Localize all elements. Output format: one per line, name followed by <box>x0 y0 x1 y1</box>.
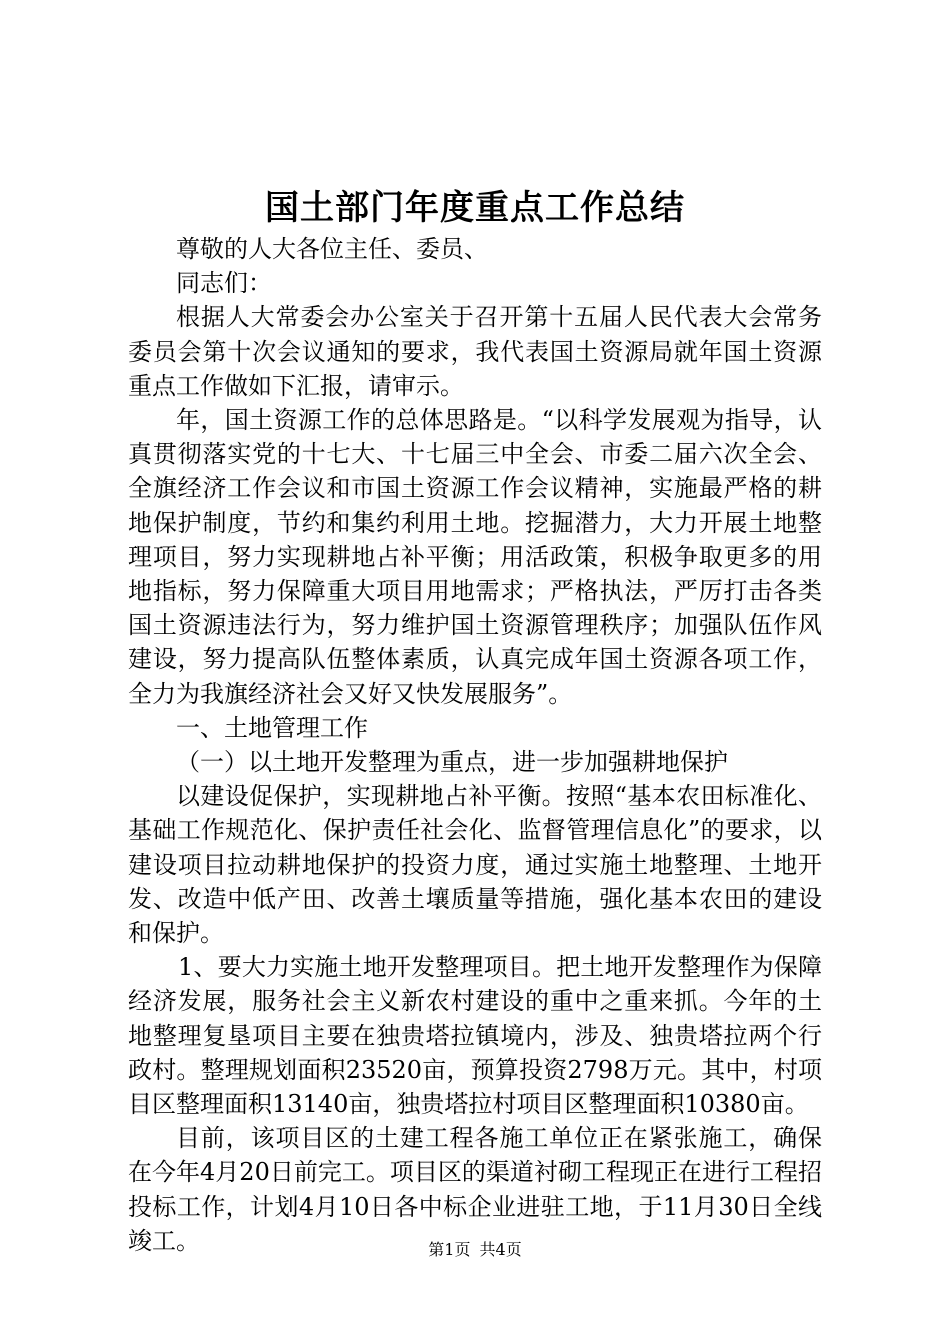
page-total: 共4页 <box>479 1240 522 1259</box>
page-number: 第1页 <box>428 1240 471 1259</box>
document-body <box>128 232 822 1258</box>
subsection-heading-1: （一）以土地开发整理为重点，进一步加强耕地保护 <box>176 748 728 777</box>
salutation-line-1: 尊敬的人大各位主任、委员、 <box>176 235 488 263</box>
paragraph-intro: 根据人大常委会办公室关于召开第十五届人民代表大会常务委员会第十次会议通知的要求，我代表国土资源局就年国土资源重点工作做如下汇报，请审示。 <box>128 303 822 400</box>
section-heading-land-management: 一、土地管理工作 <box>176 713 368 742</box>
document-title: 国土部门年度重点工作总结 <box>265 188 685 228</box>
paragraph-overall-approach: 年，国土资源工作的总体思路是。“以科学发展观为指导，认真贯彻落实党的十七大、十七届三中全会、市委二届六次全会、全旗经济工作会议和市国土资源工作会议精神，实施最严格的耕地保护制度，节约和集约利用土地。挖掘潜力，大力开展土地整理项目，努力实现耕地占补平衡；用活政策，积极争取更多的用地指标，努力保障重大项目用地需求；严格执法，严厉打击各类国土资源违法行为，努力维护国土资源管理秩序；加强队伍作风建设，努力提高队伍整体素质，认真完成年国土资源各项工作，全力为我旗经济社会又好又快发展服务”。 <box>128 406 822 708</box>
paragraph-farmland-protection: 以建设促保护，实现耕地占补平衡。按照“基本农田标准化、基础工作规范化、保护责任社会化、监督管理信息化”的要求，以建设项目拉动耕地保护的投资力度，通过实施土地整理、土地开发、改造中低产田、改善土壤质量等措施，强化基本农田的建设和保护。 <box>128 782 822 948</box>
paragraph-item-1: 1、要大力实施土地开发整理项目。把土地开发整理作为保障经济发展，服务社会主义新农村建设的重中之重来抓。今年的土地整理复垦项目主要在独贵塔拉镇境内，涉及、独贵塔拉两个行政村。整理规划面积23520亩，预算投资2798万元。其中，村项目区整理面积13140亩，独贵塔拉村项目区整理面积10380亩。 <box>128 953 822 1119</box>
salutation-line-2: 同志们： <box>176 269 272 298</box>
paragraph-progress: 目前，该项目区的土建工程各施工单位正在紧张施工，确保在今年4月20日前完工。项目区的渠道衬砌工程现正在进行工程招投标工作，计划4月10日各中标企业进驻工地，于11月30日全线竣工。 <box>128 1124 822 1255</box>
page-footer <box>0 1238 950 1262</box>
